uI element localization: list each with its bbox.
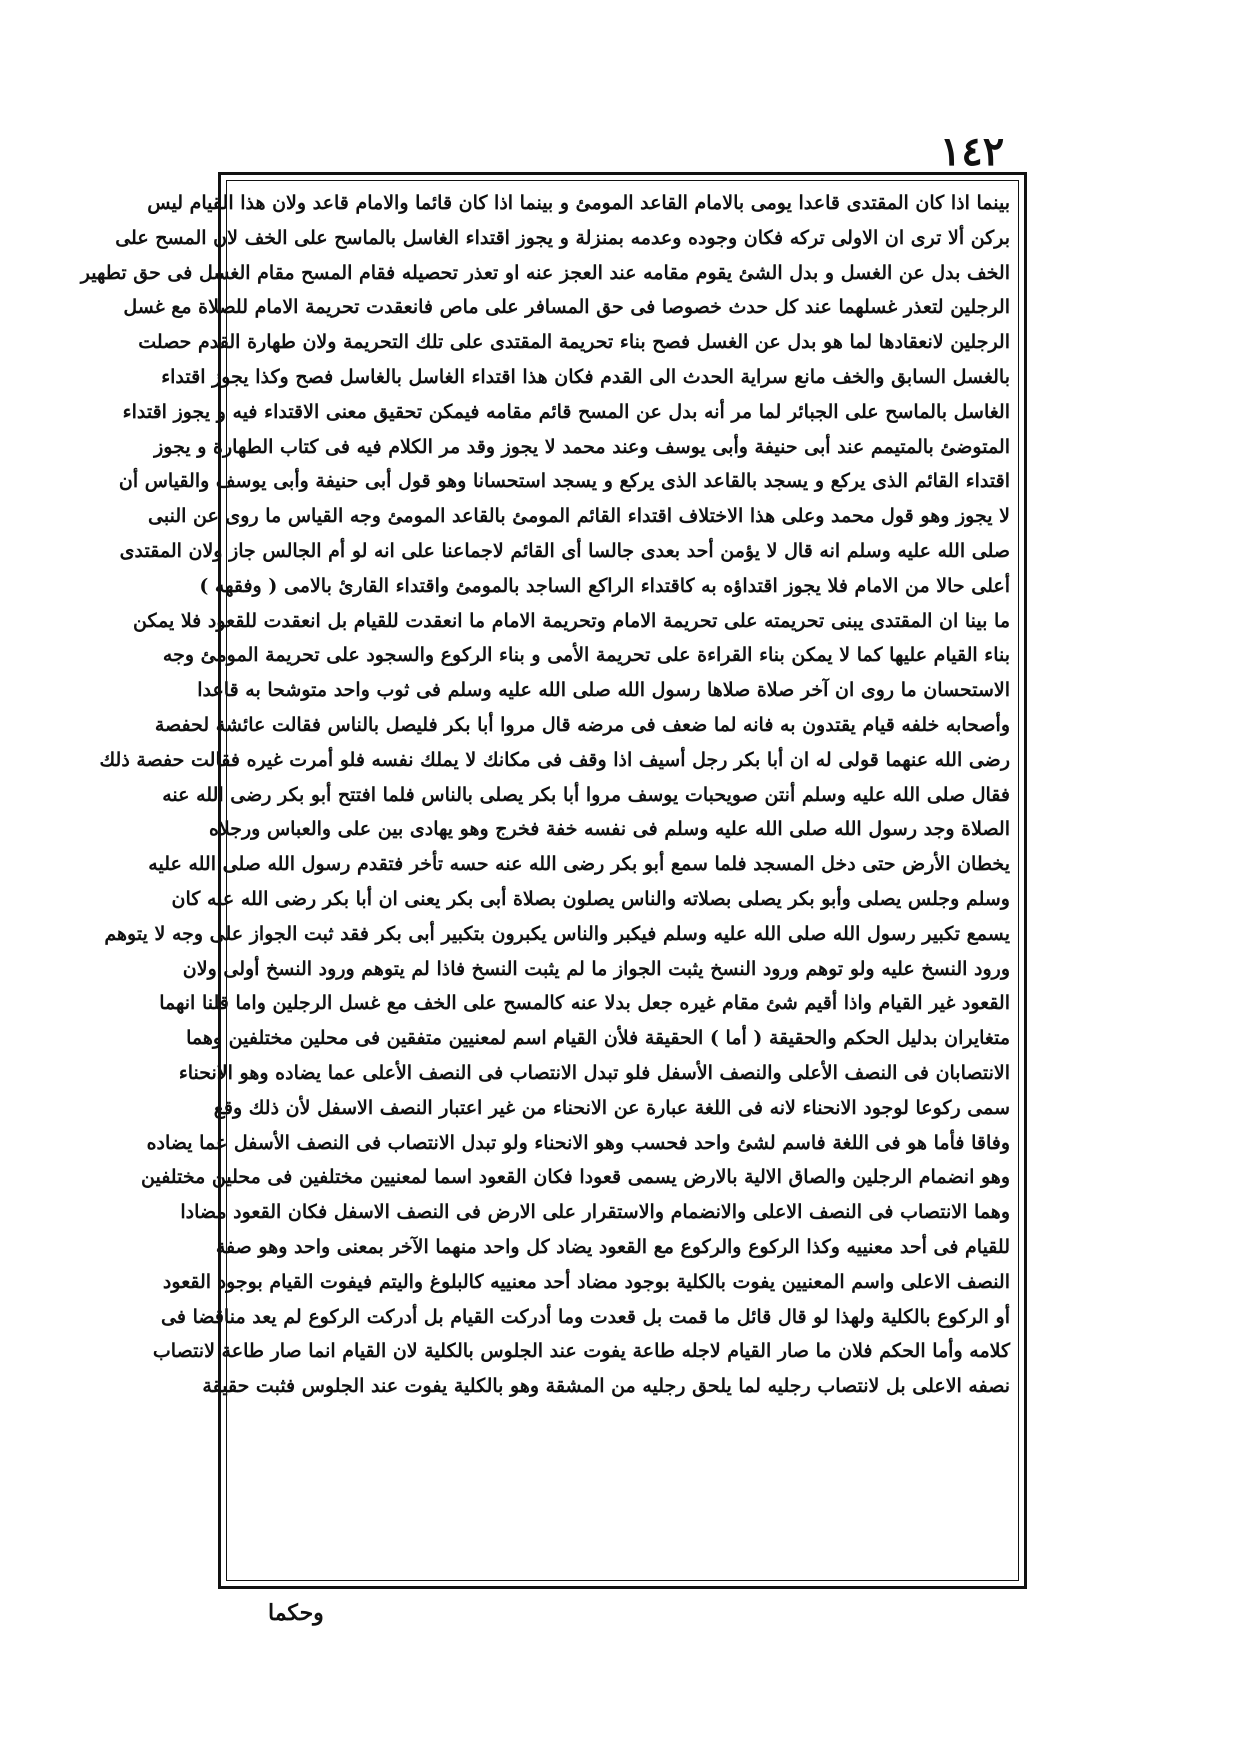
page-number: ١٤٢	[939, 128, 1005, 175]
text-line: الغاسل بالماسح على الجبائر لما مر أنه بدل عن المسح قائم مقامه فيمكن تحقيق معنى الاقتداء فيه و يجوز اقتداء	[122, 400, 1010, 423]
text-line: الخف بدل عن الغسل و بدل الشئ يقوم مقامه عند العجز عنه او تعذر تحصيله فقام المسح مقام الغسل فى حق تطهير	[80, 261, 1010, 284]
text-line: وسلم وجلس يصلى وأبو بكر يصلى بصلاته والناس يصلون بصلاة أبى بكر يعنى ان أبا بكر رضى الله عنه كان	[171, 887, 1010, 910]
text-line: وهو انضمام الرجلين والصاق الالية بالارض يسمى قعودا فكان القعود اسما لمعنيين مختلفين فى محلين مختلفين	[141, 1166, 1010, 1189]
text-line: نصفه الاعلى بل لانتصاب رجليه لما يلحق رجليه من المشقة وهو بالكلية يفوت عند الجلوس فثبت حقيقة	[202, 1375, 1010, 1398]
text-line: كلامه وأما الحكم فلان ما صار القيام لاجله طاعة يفوت عند الجلوس بالكلية لان القيام انما صار طاعة لانتصاب	[152, 1340, 1010, 1363]
text-line: وأصحابه خلفه قيام يقتدون به فانه لما ضعف فى مرضه قال مروا أبا بكر فليصل بالناس فقالت عائشة لحفصة	[154, 713, 1010, 736]
text-line: رضى الله عنهما قولى له ان أبا بكر رجل أسيف اذا وقف فى مكانك لا يملك نفسه فلو أمرت غيره فقالت حفصة ذلك	[99, 748, 1010, 771]
text-line: الصلاة وجد رسول الله صلى الله عليه وسلم فى نفسه خفة فخرج وهو يهادى بين على والعباس ورجلاه	[208, 818, 1010, 841]
text-line: يخطان الأرض حتى دخل المسجد فلما سمع أبو بكر رضى الله عنه حسه تأخر فتقدم رسول الله صلى الله عليه	[148, 853, 1010, 876]
text-line: لا يجوز وهو قول محمد وعلى هذا الاختلاف اقتداء القائم المومئ بالقاعد المومئ وجه القياس ما روى عن النبى	[148, 505, 1010, 528]
text-line: فقال صلى الله عليه وسلم أنتن صويحبات يوسف مروا أبا بكر يصلى بالناس فلما افتتح أبو بكر رضى الله عنه	[162, 783, 1010, 806]
text-line: بركن ألا ترى ان الاولى تركه فكان وجوده وعدمه بمنزلة و يجوز اقتداء الغاسل بالماسح على الخف لان المسح على	[115, 226, 1010, 249]
text-line: بينما اذا كان المقتدى قاعدا يومى بالامام القاعد المومئ و بينما اذا كان قائما والامام قاعد ولان هذا القيام ليس	[147, 192, 1010, 214]
text-line: أو الركوع بالكلية ولهذا لو قال قائل ما قمت بل قعدت وما أدركت القيام بل أدركت الركوع لم يعد مناقضا فى	[161, 1305, 1010, 1328]
text-line: الرجلين لتعذر غسلهما عند كل حدث خصوصا فى حق المسافر على ماص فانعقدت تحريمة الامام للصلاة مع غسل	[123, 296, 1010, 319]
text-line: أعلى حالا من الامام فلا يجوز اقتداؤه به كاقتداء الراكع الساجد بالمومئ واقتداء القارئ بالامى ( وفقهه )	[199, 574, 1010, 597]
text-line: بناء القيام عليها كما لا يمكن بناء القراءة على تحريمة الأمى و بناء الركوع والسجود على تحريمة المومئ وجه	[162, 644, 1010, 667]
text-line: متغايران بدليل الحكم والحقيقة ( أما ) الحقيقة فلأن القيام اسم لمعنيين متفقين فى محلين مختلفين وهما	[186, 1027, 1010, 1050]
text-line: الرجلين لانعقادها لما هو بدل عن الغسل فصح بناء تحريمة المقتدى على تلك التحريمة ولان طهارة القدم حصلت	[138, 331, 1010, 354]
main-text	[80, 186, 1010, 1578]
text-line: القعود غير القيام واذا أقيم شئ مقام غيره جعل بدلا عنه كالمسح على الخف مع غسل الرجلين واما قلنا انهما	[159, 992, 1010, 1015]
text-line: الاستحسان ما روى ان آخر صلاة صلاها رسول الله صلى الله عليه وسلم فى ثوب واحد متوشحا به قاعدا	[197, 679, 1010, 702]
text-line: سمى ركوعا لوجود الانحناء لانه فى اللغة عبارة عن الانحناء من غير اعتبار النصف الاسفل لأن ذلك وقع	[213, 1096, 1010, 1119]
text-line: يسمع تكبير رسول الله صلى الله عليه وسلم فيكبر والناس يكبرون بتكبير أبى بكر فقد ثبت الجواز على وجه لا يتوهم	[104, 922, 1010, 945]
catchword: وحكما	[268, 1600, 324, 1626]
text-line: ما بينا ان المقتدى يبنى تحريمته على تحريمة الامام وتحريمة الامام ما انعقدت للقيام بل انعقدت للقعود فلا يمكن	[133, 609, 1010, 632]
text-line: ورود النسخ عليه ولو توهم ورود النسخ يثبت الجواز ما لم يثبت النسخ فاذا لم يتوهم ورود النسخ أولى ولان	[182, 957, 1010, 980]
text-line: صلى الله عليه وسلم انه قال لا يؤمن أحد بعدى جالسا أى القائم لاجماعنا على انه لو أم الجالس جاز ولان المقتدى	[119, 539, 1010, 562]
text-line: اقتداء القائم الذى يركع و يسجد بالقاعد الذى يركع و يسجد استحسانا وهو قول أبى حنيفة وأبى يوسف والقياس أن	[118, 470, 1010, 493]
text-line: الانتصابان فى النصف الأعلى والنصف الأسفل فلو تبدل الانتصاب فى النصف الأعلى عما يضاده وهو الانحناء	[178, 1061, 1010, 1084]
text-line: المتوضئ بالمتيمم عند أبى حنيفة وأبى يوسف وعند محمد لا يجوز وقد مر الكلام فيه فى كتاب الطهارة و يجوز	[154, 435, 1010, 458]
text-line: بالغسل السابق والخف مانع سراية الحدث الى القدم فكان هذا اقتداء الغاسل بالغاسل فصح وكذا يجوز اقتداء	[161, 365, 1010, 388]
text-line: وهما الانتصاب فى النصف الاعلى والانضمام والاستقرار على الارض فى النصف الاسفل فكان القعود مضادا	[180, 1201, 1010, 1224]
text-line: النصف الاعلى واسم المعنيين يفوت بالكلية بوجود مضاد أحد معنييه كالبلوغ واليتم فيفوت القيام بوجود القعود	[162, 1270, 1010, 1293]
text-line: وفاقا فأما هو فى اللغة فاسم لشئ واحد فحسب وهو الانحناء ولو تبدل الانتصاب فى النصف الأسفل عما يضاده	[146, 1131, 1010, 1154]
text-line: للقيام فى أحد معنييه وكذا الركوع والركوع مع القعود يضاد كل واحد منهما الآخر بمعنى واحد وهو صفة	[215, 1235, 1010, 1258]
